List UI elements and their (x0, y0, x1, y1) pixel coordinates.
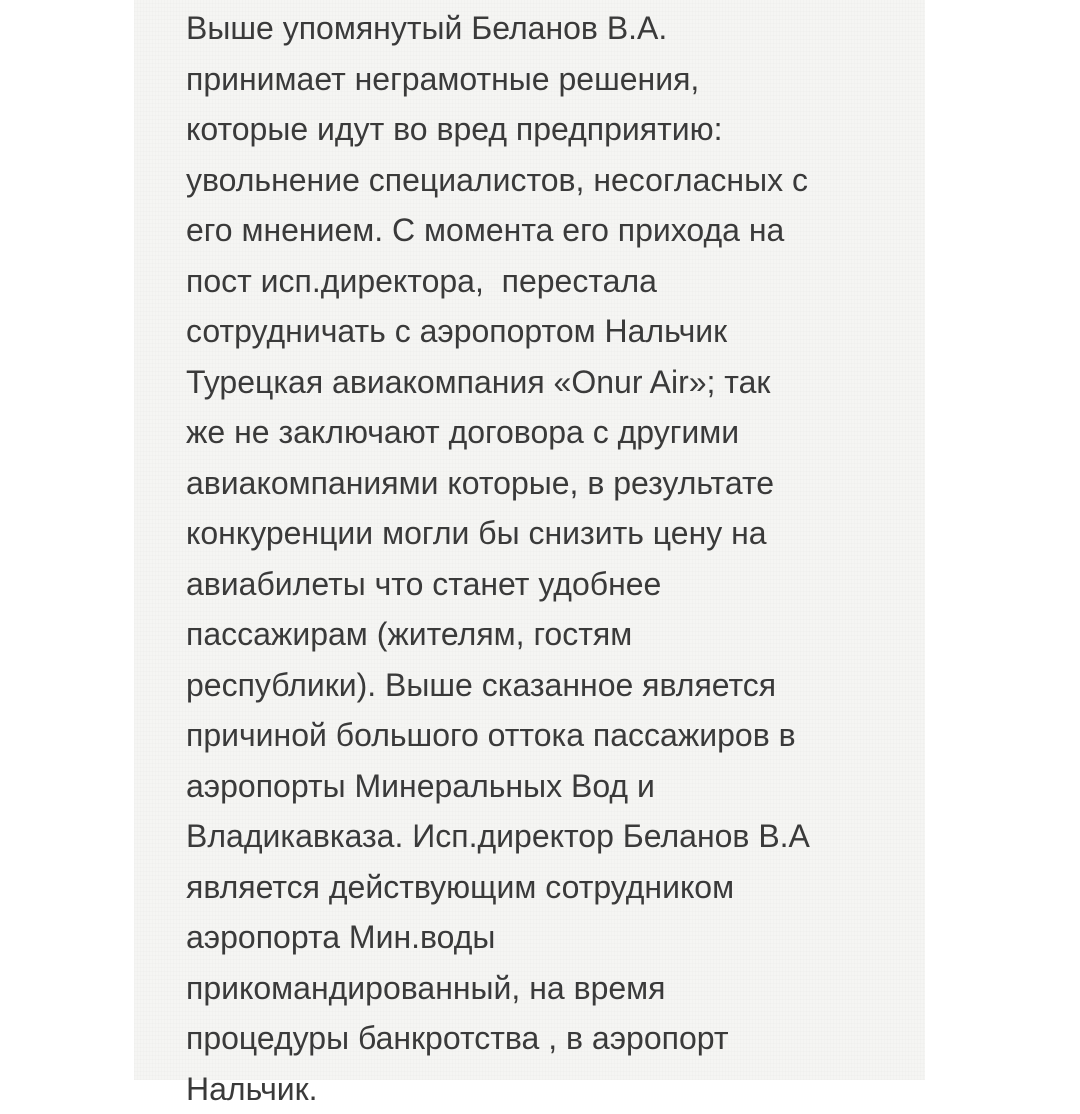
text-line: пассажирам (жителям, гостям (186, 609, 906, 660)
text-line: конкуренции могли бы снизить цену на (186, 508, 906, 559)
text-line: республики). Выше сказанное является (186, 660, 906, 711)
text-line: принимает неграмотные решения, (186, 54, 906, 105)
text-line: же не заключают договора с другими (186, 407, 906, 458)
text-line: увольнение специалистов, несогласных с (186, 155, 906, 206)
text-line: авиакомпаниями которые, в результате (186, 458, 906, 509)
text-line: является действующим сотрудником (186, 862, 906, 913)
text-line: процедуры банкротства , в аэропорт (186, 1013, 906, 1064)
text-line: авиабилеты что станет удобнее (186, 559, 906, 610)
text-line: пост исп.директора, перестала (186, 256, 906, 307)
text-line: Турецкая авиакомпания «Onur Air»; так (186, 357, 906, 408)
text-line: которые идут во вред предприятию: (186, 104, 906, 155)
text-line: аэропорты Минеральных Вод и (186, 761, 906, 812)
text-line: сотрудничать с аэропортом Нальчик (186, 306, 906, 357)
text-line: причиной большого оттока пассажиров в (186, 710, 906, 761)
text-line: прикомандированный, на время (186, 963, 906, 1014)
text-line: Выше упомянутый Беланов В.А. (186, 3, 906, 54)
text-line: аэропорта Мин.воды (186, 912, 906, 963)
text-line: Нальчик. (186, 1064, 906, 1114)
text-line: Владикавказа. Исп.директор Беланов В.А (186, 811, 906, 862)
text-line: его мнением. С момента его прихода на (186, 205, 906, 256)
document-text (186, 3, 906, 1114)
